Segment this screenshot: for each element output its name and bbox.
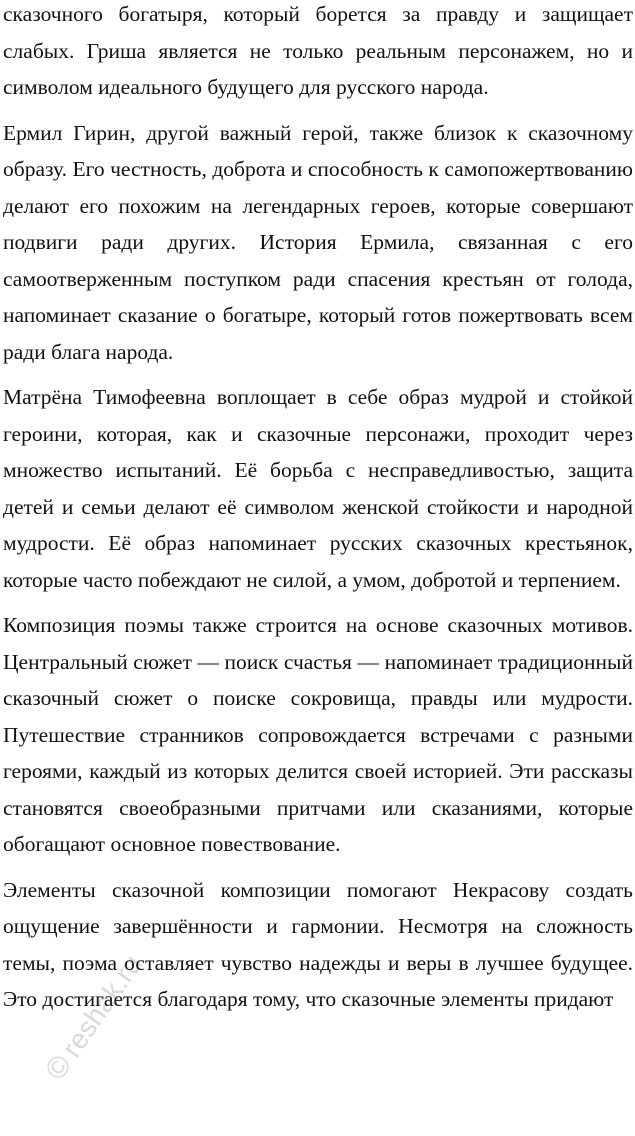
paragraph-fairy-elements: Элементы сказочной композиции помогают Некрасову создать ощущение завершённости и гармонии. Несмотря на сложность темы, поэма оставляет чувство надежды и веры в лучшее будущее. Это достигается благодаря тому, что сказочные элементы придают	[3, 877, 633, 1011]
paragraph-matryona: Матрёна Тимофеевна воплощает в себе образ мудрой и стойкой героини, которая, как и сказочные персонажи, проходит через множество испытаний. Её борьба с несправедливостью, защита детей и семьи делают её символом женской стойкости и народной мудрости. Её образ напоминает русских сказочных крестьянок, которые часто побеждают не силой, а умом, добротой и терпением.	[3, 385, 633, 592]
watermark-symbol: ©	[38, 1049, 79, 1087]
paragraph-ermil-girin: Ермил Гирин, другой важный герой, также близок к сказочному образу. Его честность, доброта и способность к самопожертвованию делают его похожим на легендарных героев, которые совершают подвиги ради других. История Ермила, связанная с его самоотверженным поступком ради спасения крестьян от голода, напоминает сказание о богатыре, который готов пожертвовать всем ради блага народа.	[3, 120, 633, 364]
paragraph-grisha-continuation: сказочного богатыря, который борется за правду и защищает слабых. Гриша является не только реальным персонажем, но и символом идеального будущего для русского народа.	[3, 2, 633, 99]
paragraph-composition: Композиция поэмы также строится на основе сказочных мотивов. Центральный сюжет — поиск счастья — напоминает традиционный сказочный сюжет о поиске сокровища, правды или мудрости. Путешествие странников сопровождается встречами с разными героями, каждый из которых делится своей историей. Эти рассказы становятся своеобразными притчами или сказаниями, которые обогащают основное повествование.	[3, 613, 633, 856]
document-page	[3, 0, 633, 1101]
watermark-text: reshak.ru	[55, 949, 149, 1063]
